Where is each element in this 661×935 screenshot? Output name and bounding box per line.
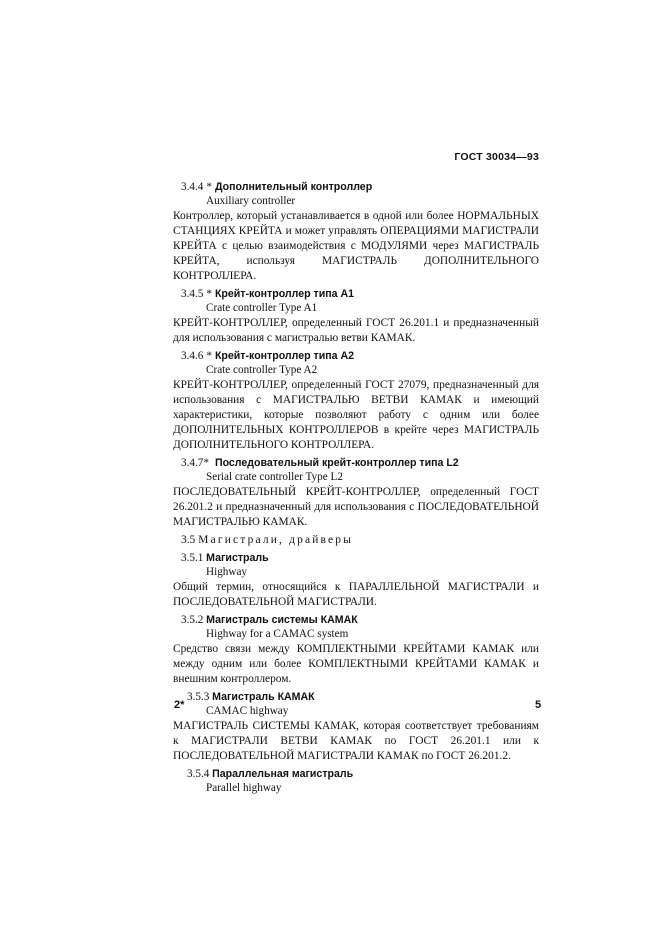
term-en: Auxiliary controller — [206, 195, 296, 207]
term-en: Highway — [206, 566, 248, 578]
term-star: * — [206, 181, 212, 193]
term-en: Highway for a CAMAC system — [206, 628, 349, 640]
term-number: 3.5.1 — [181, 552, 204, 564]
term-star: * — [206, 350, 212, 362]
signature-mark: 2* — [174, 699, 185, 711]
term-ru: Магистраль системы КАМАК — [206, 614, 358, 626]
term-ru: Дополнительный контроллер — [214, 181, 373, 193]
term-definition: Общий термин, относящийся к ПАРАЛЛЕЛЬНОЙ МАГИСТРАЛИ и ПОСЛЕДОВАТЕЛЬНОЙ МАГИСТРАЛИ. — [173, 581, 539, 608]
term-3-5-4 — [179, 767, 539, 781]
term-definition: Средство связи между КОМПЛЕКТНЫМИ КРЕЙТАМИ КАМАК или между одним или более КОМПЛЕКТНЫМИ КРЕЙТАМИ КАМАК и внешним контроллером. — [173, 643, 539, 685]
term-star: * — [206, 288, 212, 300]
term-definition: ПОСЛЕДОВАТЕЛЬНЫЙ КРЕЙТ-КОНТРОЛЛЕР, определенный ГОСТ 26.201.2 и предназначенный для использования с ПОСЛЕДОВАТЕЛЬНОЙ МАГИСТРАЛЬЮ КАМАК. — [173, 486, 539, 528]
term-ru: Магистраль КАМАК — [212, 691, 315, 703]
term-3-5-2 — [173, 613, 539, 627]
term-en: Serial crate controller Type L2 — [206, 471, 343, 483]
term-number: 3.4.7* — [181, 457, 209, 469]
term-ru: Магистраль — [206, 552, 269, 564]
term-3-4-4 — [173, 180, 539, 194]
term-ru: Крейт-контроллер типа А2 — [214, 350, 355, 362]
term-en: Crate controller Type A2 — [206, 364, 318, 376]
term-ru: Последовательный крейт-контроллер типа L2 — [214, 457, 459, 469]
term-en: CAMAC highway — [206, 705, 289, 717]
term-number: 3.4.6 — [181, 350, 204, 362]
text-column — [173, 180, 542, 796]
term-number: 3.5.2 — [181, 614, 204, 626]
term-number: 3.5.3 — [187, 691, 210, 703]
term-definition: МАГИСТРАЛЬ СИСТЕМЫ КАМАК, которая соответствует требованиям к МАГИСТРАЛИ ВЕТВИ КАМАК по ГОСТ 26.201.1 или к ПОСЛЕДОВАТЕЛЬНОЙ МАГИСТРАЛИ КАМАК по ГОСТ 26.201.2. — [173, 720, 539, 762]
term-number: 3.4.4 — [181, 181, 204, 193]
term-3-4-6 — [173, 349, 539, 363]
term-ru: Параллельная магистраль — [212, 768, 354, 780]
term-definition: КРЕЙТ-КОНТРОЛЛЕР, определенный ГОСТ 27079, предназначенный для использования с МАГИСТРАЛЬЮ ВЕТВИ КАМАК и имеющий характеристики, которые позволяют работу с одним или более ДОПОЛНИТЕЛЬНЫХ КОНТРОЛЛЕРОВ в крейте через МАГИСТРАЛЬ ДОПОЛНИТЕЛЬНОГО КОНТРОЛЛЕРА. — [173, 379, 539, 451]
term-definition: Контроллер, который устанавливается в одной или более НОРМАЛЬНЫХ СТАНЦИЯХ КРЕЙТА и может управлять ОПЕРАЦИЯМИ МАГИСТРАЛИ КРЕЙТА с целью взаимодействия с МОДУЛЯМИ через МАГИСТРАЛЬ КРЕЙТА, используя МАГИСТРАЛЬ ДОПОЛНИТЕЛЬНОГО КОНТРОЛЛЕРА. — [173, 210, 539, 282]
term-definition: КРЕЙТ-КОНТРОЛЛЕР, определенный ГОСТ 26.201.1 и предназначенный для использования с магистралью ветви КАМАК. — [173, 317, 539, 344]
term-number: 3.4.5 — [181, 288, 204, 300]
page-number: 5 — [535, 699, 542, 711]
running-header: ГОСТ 30034—93 — [454, 151, 539, 163]
section-heading — [181, 533, 539, 548]
term-3-4-5 — [173, 287, 539, 301]
term-ru: Крейт-контроллер типа А1 — [214, 288, 355, 300]
term-number: 3.5.4 — [187, 768, 210, 780]
term-en: Crate controller Type A1 — [206, 302, 318, 314]
term-3-5-1 — [173, 551, 539, 565]
section-number: 3.5 — [181, 534, 196, 546]
term-3-5-3 — [179, 690, 539, 704]
term-3-4-7 — [173, 456, 539, 470]
section-title: Магистрали, драйверы — [198, 534, 354, 546]
term-en: Parallel highway — [206, 782, 282, 794]
